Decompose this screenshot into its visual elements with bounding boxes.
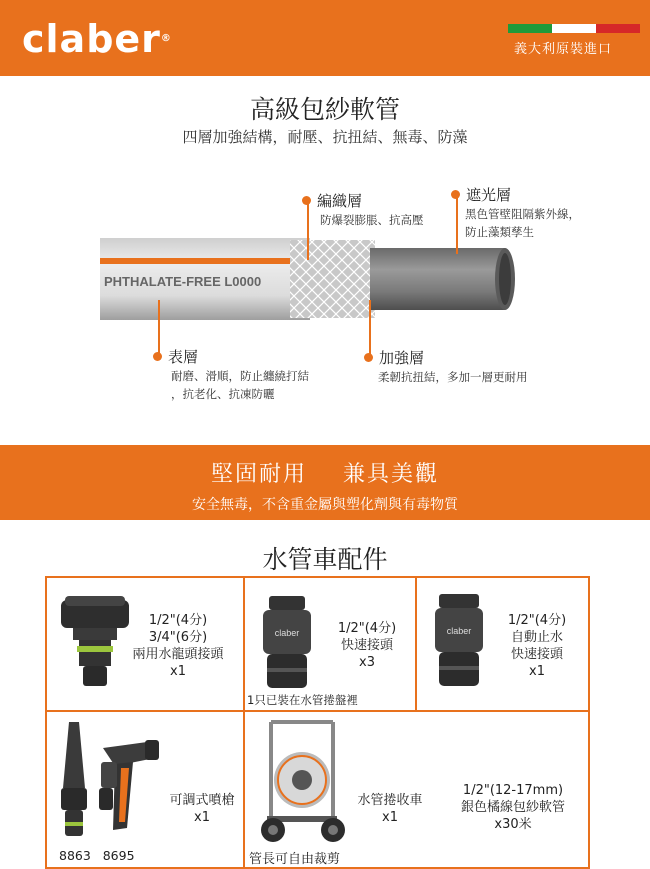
hose-print: PHTHALATE-FREE L0000 xyxy=(104,274,262,289)
orange-stripe xyxy=(100,258,300,264)
hose-product-text: 1/2"(12-17mm) 銀色橘線包紗軟管 x30米 xyxy=(460,783,565,832)
spray-nozzle-image xyxy=(55,718,165,848)
feature-band xyxy=(0,445,650,520)
nozzle-models: 8863 8695 xyxy=(59,848,135,863)
faucet-adapter-text: 1/2"(4分) 3/4"(6分) 兩用水龍頭接頭 x1 xyxy=(132,613,224,679)
italy-flag xyxy=(508,24,640,33)
auto-stop-connector-text: 1/2"(4分) 自動止水 快速接頭 x1 xyxy=(507,613,567,679)
inner-tube xyxy=(370,248,505,310)
quick-connector-image xyxy=(257,594,317,694)
flag-red xyxy=(596,24,640,33)
brand-logo: claber® xyxy=(22,17,172,61)
svg-text:claber: claber xyxy=(274,628,300,638)
layer-braid: 編織層 防爆裂膨脹、抗高壓 xyxy=(302,190,424,229)
hose-cart-text: 水管捲收車 x1 xyxy=(357,793,423,825)
band-subtitle: 安全無毒，不含重金屬與塑化劑與有毒物質 xyxy=(192,497,458,513)
layer-reinforce: 加強層 柔韌抗扭結，多加一層更耐用 xyxy=(364,347,528,386)
layer-shade: 遮光層 黑色管壁阻隔紫外線， 防止藻類孳生 xyxy=(451,184,580,241)
layer-surface: 表層 耐磨、滑順，防止纏繞打結 ，抗老化、抗凍防曬 xyxy=(153,346,309,403)
accessories-grid xyxy=(45,576,590,869)
auto-stop-connector-image xyxy=(429,592,489,692)
import-tagline: 義大利原裝進口 xyxy=(514,42,613,57)
quick-connector-text: 1/2"(4分) 快速接頭 x3 xyxy=(337,621,397,670)
hose-cart-note: 管長可自由裁剪 xyxy=(249,852,341,867)
product-subtitle: 四層加強結構，耐壓、抗扭結、無毒、防藻 xyxy=(182,128,468,146)
flag-white xyxy=(552,24,596,33)
quick-connector-note: 1只已裝在水管捲盤裡 xyxy=(247,693,358,707)
bullet-dot xyxy=(364,353,373,362)
bullet-dot xyxy=(153,352,162,361)
spray-nozzle-text: 可調式噴槍 x1 xyxy=(169,793,235,825)
hose-cart-image xyxy=(253,718,353,848)
hose-illustration xyxy=(0,230,650,325)
accessories-title: 水管車配件 xyxy=(262,545,388,574)
bullet-dot xyxy=(451,190,460,199)
svg-text:claber: claber xyxy=(446,626,472,636)
bullet-dot xyxy=(302,196,311,205)
header-bar xyxy=(0,0,650,76)
product-title: 高級包紗軟管 xyxy=(249,95,400,124)
band-title: 堅固耐用 兼具美觀 xyxy=(211,462,439,487)
flag-green xyxy=(508,24,552,33)
